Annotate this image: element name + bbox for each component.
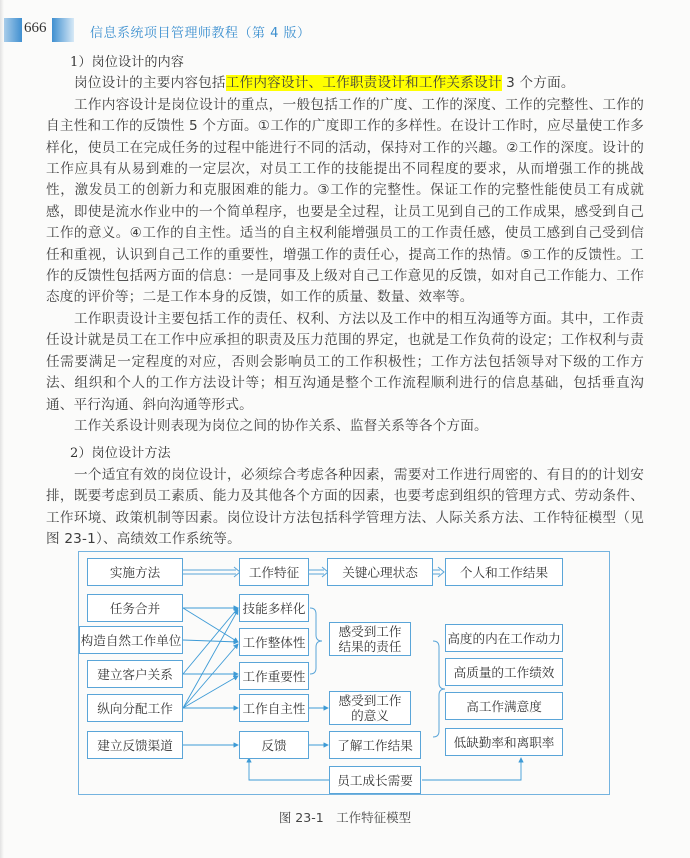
characteristic-box: 反馈 [239, 731, 309, 759]
header-accent-bar [52, 18, 74, 42]
header-accent-bar [4, 18, 22, 42]
job-characteristics-diagram [78, 551, 610, 795]
text-run: 岗位设计的主要内容包括 [74, 75, 226, 92]
method-box: 纵向分配工作 [87, 694, 183, 722]
header-methods: 实施方法 [87, 558, 183, 586]
page-number: 666 [24, 20, 47, 36]
characteristic-box: 工作重要性 [239, 662, 309, 690]
figure-caption: 图 23-1 工作特征模型 [278, 810, 412, 825]
highlighted-text: 工作内容设计、工作职责设计和工作关系设计 [225, 75, 502, 92]
header-characteristics: 工作特征 [239, 558, 309, 586]
page-header [0, 18, 690, 42]
characteristic-box: 工作自主性 [239, 694, 309, 722]
method-box: 构造自然工作单位 [79, 626, 183, 654]
paragraph [46, 73, 644, 94]
outcome-box: 高工作满意度 [445, 692, 563, 720]
paragraph: 工作关系设计则表现为岗位之间的协作关系、监督关系等各个方面。 [74, 417, 488, 434]
header-states: 关键心理状态 [327, 558, 433, 586]
characteristic-box: 技能多样化 [239, 594, 309, 622]
outcome-box: 高质量的工作绩效 [445, 658, 563, 686]
header-outcomes: 个人和工作结果 [445, 558, 563, 586]
method-box: 建立反馈渠道 [87, 731, 183, 759]
moderator-box: 员工成长需要 [329, 766, 421, 794]
characteristic-box: 工作整体性 [239, 628, 309, 656]
state-box: 感受到工作的意义 [329, 691, 411, 725]
section-heading: 2）岗位设计方法 [70, 446, 171, 462]
text-run: 3 个方面。 [501, 75, 575, 92]
state-box: 了解工作结果 [329, 731, 421, 759]
paragraph: 一个适宜有效的岗位设计，必须综合考虑各种因素，需要对工作进行周密的、有目的的计划安排，既要考虑到员工素质、能力及其他各个方面的因素，也要考虑到组织的管理方式、劳动条件、工作环境、政策机制等因素。岗位设计方法包括科学管理方法、人际关系方法、工作特征模型（见图 23-1）、高绩效工作系统等。 [46, 466, 644, 547]
page-edge [0, 0, 4, 858]
body-text [46, 52, 644, 550]
paragraph: 工作内容设计是岗位设计的重点，一般包括工作的广度、工作的深度、工作的完整性、工作的自主性和工作的反馈性 5 个方面。①工作的广度即工作的多样性。在设计工作时，应尽量使工作多样化，使员工在完成任务的过程中能进行不同的活动，保持对工作的兴趣。②工作的深度。设计的工作应具有从易到难的一定层次，对员工工作的技能提出不同程度的要求，从而增强工作的挑战性，激发员工的创新力和克服困难的能力。③工作的完整性。保证工作的完整性能使员工有成就感，即使是流水作业中的一个简单程序，也要是全过程，让员工见到自己的工作成果，感受到自己工作的意义。④工作的自主性。适当的自主权利能增强员工的工作责任感，使员工感到自己受到信任和重视，认识到自己工作的重要性，增强工作的责任心，提高工作的热情。⑤工作的反馈性。工作的反馈性包括两方面的信息：一是同事及上级对自己工作意见的反馈，如对自己工作能力、工作态度的评价等；二是工作本身的反馈，如工作的质量、数量、效率等。 [46, 96, 644, 306]
method-box: 建立客户关系 [87, 660, 183, 688]
section-heading: 1）岗位设计的内容 [70, 55, 185, 70]
paragraph: 工作职责设计主要包括工作的责任、权利、方法以及工作中的相互沟通等方面。其中，工作责任设计就是员工在工作中应承担的职责及压力范围的界定，也就是工作负荷的设定；工作权利与责任需要满足一定程度的对应，否则会影响员工的工作积极性；工作方法包括领导对下级的工作方法、组织和个人的工作方法设计等；相互沟通是整个工作流程顺利进行的信息基础，包括垂直沟通、平行沟通、斜向沟通等形式。 [46, 310, 644, 413]
state-box: 感受到工作结果的责任 [329, 622, 411, 656]
outcome-box: 低缺勤率和离职率 [445, 728, 563, 756]
method-box: 任务合并 [87, 594, 183, 622]
outcome-box: 高度的内在工作动力 [445, 624, 563, 652]
book-title: 信息系统项目管理师教程（第 4 版） [90, 26, 311, 41]
